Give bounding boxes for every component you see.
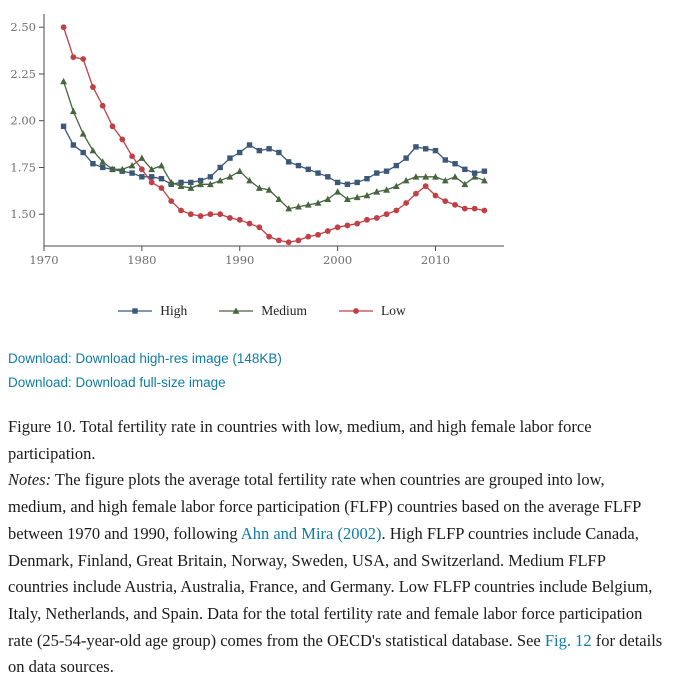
svg-text:2.25: 2.25 xyxy=(10,66,36,81)
legend-label-low: Low xyxy=(381,303,406,318)
ahn-mira-citation-link[interactable]: Ahn and Mira (2002) xyxy=(240,523,382,543)
download-full-size-link[interactable]: Download: Download full-size image xyxy=(8,375,226,390)
svg-text:1970: 1970 xyxy=(29,253,59,267)
svg-text:2000: 2000 xyxy=(322,253,353,267)
legend-item-medium xyxy=(219,303,307,319)
svg-text:1.50: 1.50 xyxy=(10,207,36,222)
notes-text-2: . High FLFP countries include Canada, Denmark, Finland, Great Britain, Norway, Sweden, USA, and Switzerland. Medium FLFP countries include Austria, Australia, France, and Germany. Low FLFP countries include Belgium, Italy, Netherlands, and Spain. Data for the total fertility rate and female labor force participation rate (25-54-year-old age group) comes from the OECD's statistical database. See xyxy=(8,523,653,650)
figure-caption xyxy=(8,414,663,681)
fertility-chart xyxy=(8,8,516,274)
legend-marker-medium-icon xyxy=(219,305,253,317)
download-links xyxy=(8,351,663,390)
svg-text:1980: 1980 xyxy=(127,253,157,267)
download-high-res-link[interactable]: Download: Download high-res image (148KB) xyxy=(8,351,282,366)
legend-label-high: High xyxy=(160,303,188,318)
chart-legend xyxy=(8,303,516,319)
svg-text:1990: 1990 xyxy=(225,253,255,267)
legend-label-medium: Medium xyxy=(261,303,307,318)
legend-marker-high-icon xyxy=(118,305,152,317)
figure-notes xyxy=(8,467,663,681)
legend-item-high xyxy=(118,303,187,319)
figure-title: Figure 10. Total fertility rate in countries with low, medium, and high female labor force participation. xyxy=(8,417,592,463)
notes-text-1: The figure plots the average total fertility rate when countries are grouped into low, medium, and high female labor force participation (FLFP) countries based on the average FLFP between 1970 and 1990, following xyxy=(8,470,641,543)
figure-10 xyxy=(8,8,516,319)
notes-label: Notes: xyxy=(8,470,52,490)
legend-item-low xyxy=(339,303,406,319)
legend-marker-low-icon xyxy=(339,305,373,317)
svg-text:2010: 2010 xyxy=(420,253,451,267)
notes-text-3: for details on data sources. xyxy=(8,630,663,677)
svg-text:2.00: 2.00 xyxy=(10,113,36,128)
svg-text:1.75: 1.75 xyxy=(10,160,36,175)
svg-text:2.50: 2.50 xyxy=(10,20,36,35)
fig-12-link[interactable]: Fig. 12 xyxy=(544,630,592,650)
